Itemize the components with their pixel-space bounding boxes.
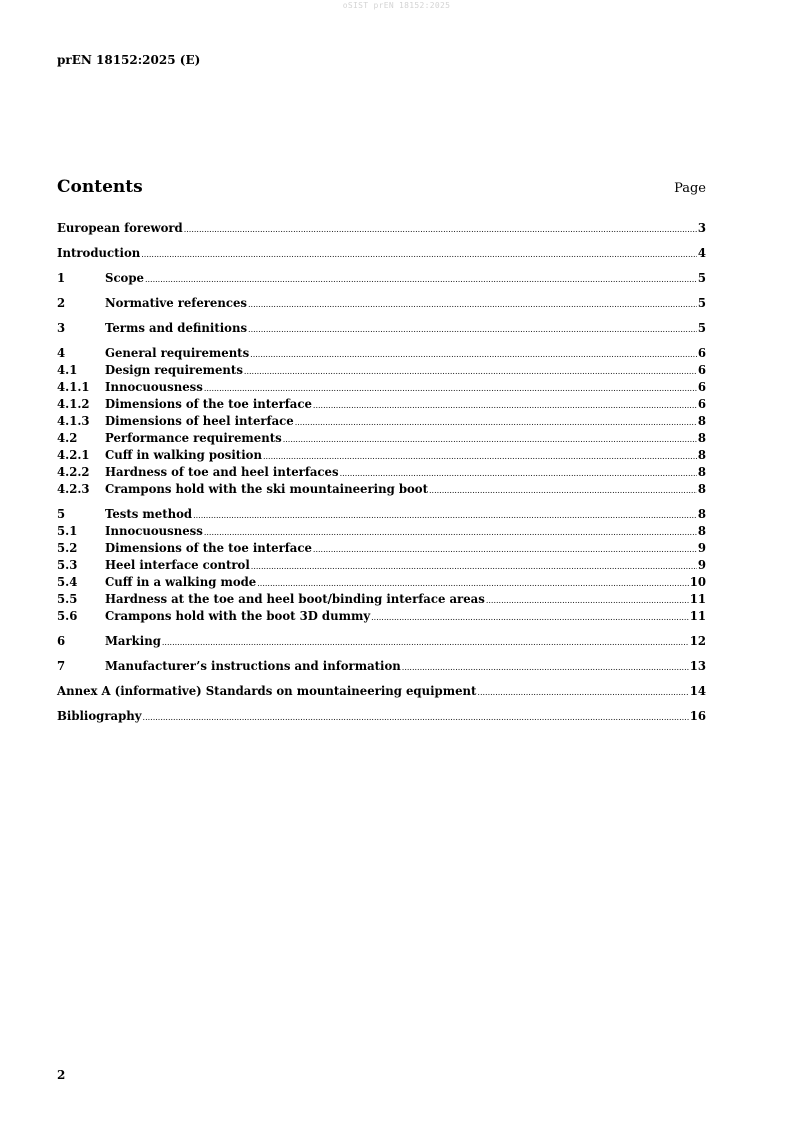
toc-entry-title: Dimensions of the toe interface	[105, 541, 312, 555]
toc-entry-5-5[interactable]	[57, 591, 706, 608]
toc-entry-7[interactable]	[57, 658, 706, 675]
toc-entry-page: 5	[697, 321, 706, 335]
dot-leader	[162, 634, 689, 651]
toc-entry-title: Terms and definitions	[105, 321, 248, 335]
toc-entry-number: 2	[57, 296, 66, 310]
toc-entry-page: 5	[697, 271, 706, 285]
dot-leader	[145, 271, 697, 288]
toc-entry-page: 13	[689, 659, 706, 673]
toc-entry-page: 9	[697, 558, 706, 572]
toc-entry-number: 3	[57, 321, 66, 335]
dot-leader	[486, 592, 689, 609]
toc-entry-page: 8	[697, 465, 706, 479]
toc-entry-number: 4	[57, 346, 66, 360]
page-number: 2	[57, 1068, 66, 1082]
toc-entry-page: 8	[697, 448, 706, 462]
toc-entry-title: General requirements	[105, 346, 250, 360]
toc-entry-title: Heel interface control	[105, 558, 250, 572]
dot-leader	[184, 221, 697, 238]
toc-entry-page: 8	[697, 482, 706, 496]
toc-entry-page: 11	[689, 609, 706, 623]
toc-entry-title: Crampons hold with the boot 3D dummy	[105, 609, 371, 623]
toc-entry-number: 4.1.3	[57, 414, 90, 428]
dot-leader	[193, 507, 697, 524]
dot-leader	[143, 709, 689, 726]
toc-entry-5-6[interactable]	[57, 608, 706, 625]
dot-leader	[248, 321, 697, 338]
toc-entry-number: 6	[57, 634, 66, 648]
toc-entry-4-2-1[interactable]	[57, 447, 706, 464]
contents-heading: Contents	[57, 177, 143, 197]
toc-entry-title: Hardness at the toe and heel boot/binding interface areas	[105, 592, 485, 606]
toc-entry-number: 4.2	[57, 431, 78, 445]
toc-entry-title: Hardness of toe and heel interfaces	[105, 465, 339, 479]
toc-entry-number: 5.5	[57, 592, 78, 606]
toc-entry-2[interactable]	[57, 295, 706, 312]
toc-entry-title: Marking	[105, 634, 161, 648]
toc-entry-title: Bibliography	[57, 709, 142, 723]
toc-entry-title: European foreword	[57, 221, 183, 235]
toc-entry-4-2-2[interactable]	[57, 464, 706, 481]
toc-entry-title: Normative references	[105, 296, 247, 310]
toc-entry-bibliography[interactable]	[57, 708, 706, 725]
document-id: prEN 18152:2025 (E)	[57, 53, 201, 67]
toc-entry-number: 4.2.1	[57, 448, 90, 462]
toc-entry-page: 16	[689, 709, 706, 723]
toc-entry-number: 5	[57, 507, 66, 521]
toc-entry-4-1[interactable]	[57, 362, 706, 379]
dot-leader	[429, 482, 697, 499]
toc-entry-page: 6	[697, 346, 706, 360]
toc-entry-page: 12	[689, 634, 706, 648]
toc-entry-title: Cuff in a walking mode	[105, 575, 257, 589]
toc-entry-1[interactable]	[57, 270, 706, 287]
watermark: oSIST prEN 18152:2025	[342, 1, 451, 10]
toc-entry-3[interactable]	[57, 320, 706, 337]
toc-entry-title: Dimensions of the toe interface	[105, 397, 312, 411]
toc-entry-6[interactable]	[57, 633, 706, 650]
toc-entry-number: 4.2.3	[57, 482, 90, 496]
toc-entry-number: 5.2	[57, 541, 78, 555]
dot-leader	[204, 524, 697, 541]
toc-entry-introduction[interactable]	[57, 245, 706, 262]
toc-entry-number: 5.1	[57, 524, 78, 538]
page-column-heading: Page	[674, 181, 706, 196]
toc-entry-annex-a[interactable]	[57, 683, 706, 700]
toc-entry-number: 4.2.2	[57, 465, 90, 479]
toc-entry-page: 8	[697, 524, 706, 538]
toc-entry-title: Performance requirements	[105, 431, 282, 445]
toc-entry-title: Manufacturer’s instructions and information	[105, 659, 401, 673]
toc-entry-number: 1	[57, 271, 66, 285]
toc-entry-title: Innocuousness	[105, 380, 203, 394]
toc-entry-page: 10	[689, 575, 706, 589]
toc-entry-title: Innocuousness	[105, 524, 203, 538]
toc-entry-4-1-3[interactable]	[57, 413, 706, 430]
toc-entry-4[interactable]	[57, 345, 706, 362]
toc-entry-5-3[interactable]	[57, 557, 706, 574]
dot-leader	[248, 296, 697, 313]
dot-leader	[402, 659, 689, 676]
toc-entry-5-1[interactable]	[57, 523, 706, 540]
dot-leader	[313, 397, 697, 414]
toc-entry-page: 8	[697, 431, 706, 445]
dot-leader	[244, 363, 697, 380]
toc-entry-title: Scope	[105, 271, 144, 285]
dot-leader	[371, 609, 689, 626]
toc-entry-title: Tests method	[105, 507, 193, 521]
dot-leader	[257, 575, 689, 592]
dot-leader	[251, 558, 697, 575]
toc-entry-page: 6	[697, 380, 706, 394]
toc-entry-title: Dimensions of heel interface	[105, 414, 294, 428]
dot-leader	[263, 448, 697, 465]
toc-entry-number: 4.1.1	[57, 380, 90, 394]
dot-leader	[250, 346, 697, 363]
dot-leader	[283, 431, 697, 448]
toc-entry-title: Annex A (informative) Standards on mountaineering equipment	[57, 684, 477, 698]
toc-entry-page: 6	[697, 363, 706, 377]
toc-entry-5-4[interactable]	[57, 574, 706, 591]
dot-leader	[477, 684, 688, 701]
toc-entry-page: 6	[697, 397, 706, 411]
toc-entry-4-2-3[interactable]	[57, 481, 706, 498]
toc-entry-number: 7	[57, 659, 66, 673]
table-of-contents	[57, 220, 706, 725]
dot-leader	[340, 465, 697, 482]
toc-entry-european-foreword[interactable]	[57, 220, 706, 237]
toc-entry-page: 3	[697, 221, 706, 235]
toc-entry-number: 5.3	[57, 558, 78, 572]
toc-entry-4-2[interactable]	[57, 430, 706, 447]
toc-entry-title: Cuff in walking position	[105, 448, 262, 462]
dot-leader	[204, 380, 697, 397]
toc-entry-page: 11	[689, 592, 706, 606]
dot-leader	[313, 541, 697, 558]
toc-entry-page: 4	[697, 246, 706, 260]
toc-entry-title: Introduction	[57, 246, 141, 260]
toc-entry-title: Design requirements	[105, 363, 243, 377]
toc-entry-page: 8	[697, 507, 706, 521]
toc-entry-page: 14	[689, 684, 706, 698]
toc-entry-5-2[interactable]	[57, 540, 706, 557]
toc-entry-4-1-2[interactable]	[57, 396, 706, 413]
toc-entry-page: 9	[697, 541, 706, 555]
toc-entry-number: 4.1	[57, 363, 78, 377]
dot-leader	[141, 246, 697, 263]
dot-leader	[295, 414, 697, 431]
toc-entry-number: 4.1.2	[57, 397, 90, 411]
toc-entry-page: 8	[697, 414, 706, 428]
toc-entry-4-1-1[interactable]	[57, 379, 706, 396]
toc-entry-title: Crampons hold with the ski mountaineering boot	[105, 482, 428, 496]
toc-entry-page: 5	[697, 296, 706, 310]
toc-entry-number: 5.6	[57, 609, 78, 623]
toc-entry-number: 5.4	[57, 575, 78, 589]
toc-entry-5[interactable]	[57, 506, 706, 523]
